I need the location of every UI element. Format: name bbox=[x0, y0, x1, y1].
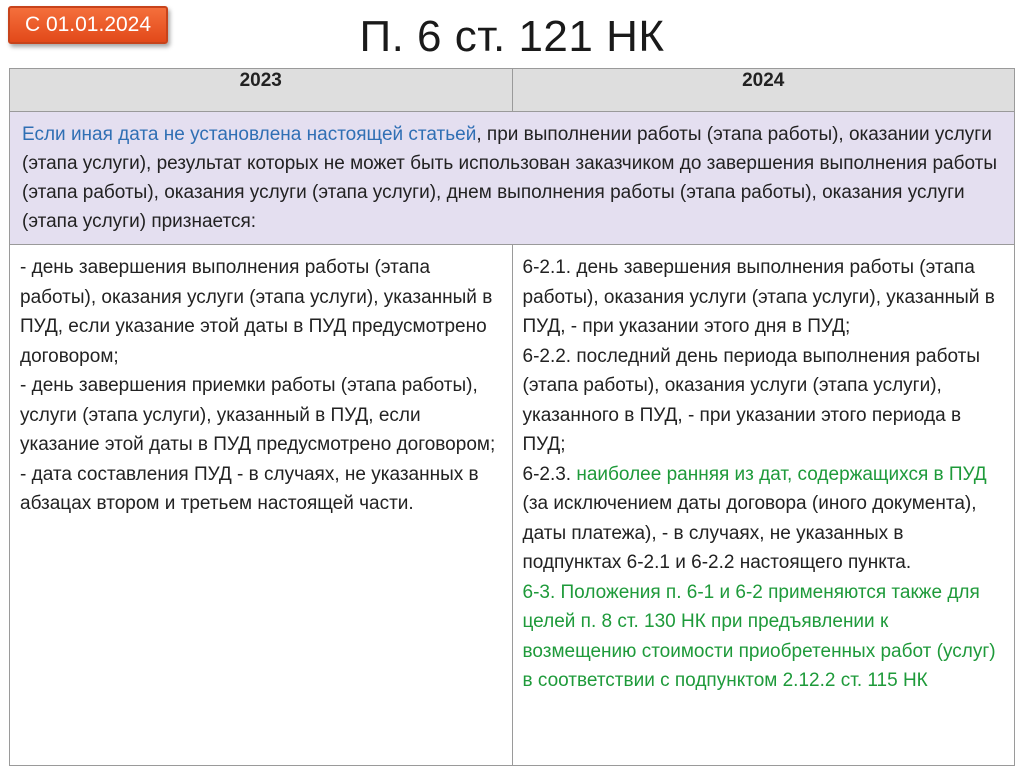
list-item: - дата составления ПУД - в случаях, не указанных в абзацах втором и третьем настоящей части. bbox=[20, 463, 479, 514]
intro-row bbox=[10, 112, 1015, 245]
clause-6-2-3-text: (за исключением даты договора (иного документа), даты платежа), - в случаях, не указанных в подпунктах 6-2.1 и 6-2.2 настоящего пункта. bbox=[522, 493, 977, 573]
clause-6-3: 6-3. Положения п. 6-1 и 6-2 применяются также для целей п. 8 ст. 130 НК при предъявлении к возмещению стоимости приобретенных работ (услуг) в соответствии с подпунктом 2.12.2 ст. 115 НК bbox=[522, 581, 996, 691]
list-item: - день завершения приемки работы (этапа работы), услуги (этапа услуги), указанный в ПУД, если указание этой даты в ПУД предусмотрено договором; bbox=[20, 375, 496, 455]
intro-highlight: Если иная дата не установлена настоящей статьей bbox=[22, 124, 477, 145]
effective-date-badge: С 01.01.2024 bbox=[8, 6, 168, 44]
clause-6-2-2: 6-2.2. последний день периода выполнения работы (этапа работы), оказания услуги (этапа услуги), указанного в ПУД, - при указании этого периода в ПУД; bbox=[522, 345, 981, 455]
clause-6-2-3-number: 6-2.3. bbox=[522, 463, 577, 485]
clause-6-2-3-highlight: наиболее ранняя из дат, содержащихся в ПУД bbox=[576, 463, 987, 485]
clause-6-2-1: 6-2.1. день завершения выполнения работы (этапа работы), оказания услуги (этапа услуги), указанный в ПУД, - при указании этого дня в ПУД; bbox=[522, 257, 995, 337]
intro-text: , при выполнении работы (этапа работы), оказании услуги (этапа услуги), результат которых не может быть использован заказчиком до завершения выполнения работы (этапа работы), оказания услуги (этапа услуги), днем выполнения работы (этапа работы), оказания услуги (этапа услуги) признается: bbox=[22, 124, 997, 232]
column-2023 bbox=[10, 245, 513, 766]
table-header-row bbox=[10, 69, 1015, 112]
list-item: - день завершения выполнения работы (этапа работы), оказания услуги (этапа услуги), указанный в ПУД, если указание этой даты в ПУД предусмотрено договором; bbox=[20, 257, 493, 367]
comparison-table bbox=[9, 68, 1015, 766]
page-title: П. 6 ст. 121 НК bbox=[359, 12, 665, 61]
header-2024: 2024 bbox=[512, 69, 1015, 112]
intro-cell bbox=[10, 112, 1015, 245]
column-2024 bbox=[512, 245, 1015, 766]
header-2023: 2023 bbox=[10, 69, 513, 112]
content-row bbox=[10, 245, 1015, 766]
clause-6-2-3 bbox=[523, 460, 1005, 578]
